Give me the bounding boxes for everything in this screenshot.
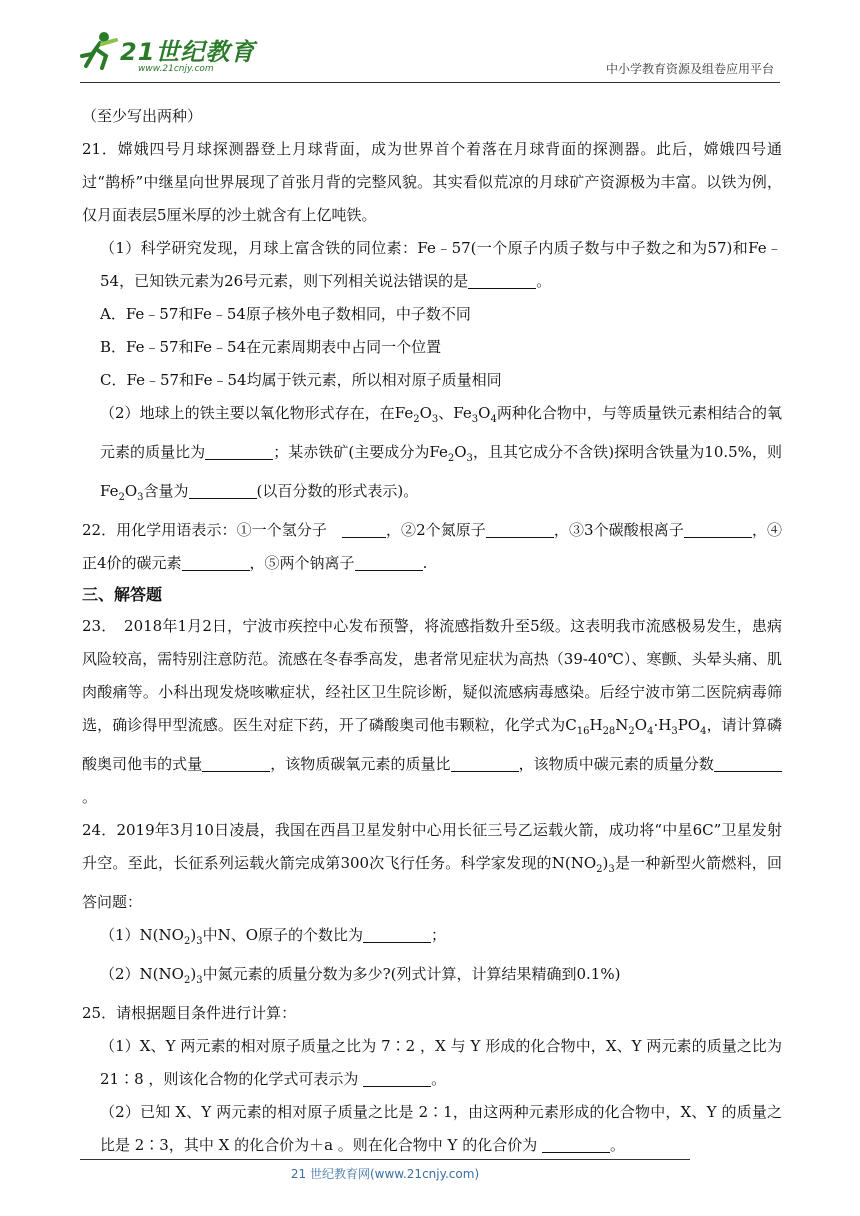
q23: 23． 2018年1月2日，宁波市疾控中心发布预警，将流感指数升至5级。这表明我市流感极易发生，患病风险较高，需特别注意防范。流感在冬春季高发，患者常见症状为高热（39-40℃）、寒颤、头晕头痛、肌肉酸痛等。小科出现发烧咳嗽症状，经社区卫生院诊断，疑似流感病毒感染。后经宁波市第二医院病毒筛选，确诊得甲型流感。医生对症下药，开了磷酸奥司他韦颗粒，化学式为$C_{16}H_{28}N_2O_4\cdot H_3PO_4$，请计算磷酸奥司他韦的式量 ，该物质碳氧元素的质量比 ，该物质中碳元素的质量分数。 — [82, 617, 782, 806]
answer-blank — [486, 521, 554, 538]
answer-blank — [684, 521, 752, 538]
q25-part2: （2）已知 X、Y 两元素的相对原子质量之比是 2∶1，由这两种元素形成的化合物中，X、Y 的质量之比是 2∶3，其中 X 的化合价为＋a 。则在化合物中 Y 的化合价为 。 — [100, 1103, 782, 1154]
header-platform-text: 中小学教育资源及组卷应用平台 — [605, 62, 774, 76]
section-3-heading: 三、解答题 — [82, 585, 163, 604]
footer-text: 21 世纪教育网(www.21cnjy.com) — [290, 1167, 480, 1181]
answer-blank — [363, 926, 431, 943]
logo-title: 21世纪教育 — [120, 38, 256, 66]
q21-option-c: C．Fe﹣57和Fe﹣54均属于铁元素，所以相对原子质量相同 — [100, 371, 502, 389]
answer-blank — [182, 554, 250, 571]
page-header — [0, 0, 860, 90]
q21-part1: （1）科学研究发现，月球上富含铁的同位素：Fe﹣57(一个原子内质子数与中子数之和为57)和Fe﹣54，已知铁元素为26号元素，则下列相关说法错误的是 。 — [100, 239, 782, 290]
q21-part2: （2）地球上的铁主要以氧化物形式存在，在$Fe_2O_3$、$Fe_3O_4$两种化合物中，与等质量铁元素相结合的氧元素的质量比为 ；某赤铁矿(主要成分为$Fe_2O_3$，且其它成分不含铁)探明含铁量为10.5%，则$Fe_2O_3$含量为 (以百分数的形式表示)。 — [100, 404, 782, 503]
q24-stem: 24．2019年3月10日凌晨，我国在西昌卫星发射中心用长征三号乙运载火箭，成功将“中星6C”卫星发射升空。至此，长征系列运载火箭完成第300次飞行任务。科学家发现的$N(NO_2)_3$是一种新型火箭燃料，回答问题： — [82, 821, 782, 911]
answer-blank — [363, 1070, 431, 1087]
answer-blank — [205, 443, 273, 460]
q25-stem: 25．请根据题目条件进行计算： — [82, 1004, 297, 1022]
answer-blank — [714, 755, 782, 772]
q25-part1: （1）X、Y 两元素的相对原子质量之比为 7∶2 ，X 与 Y 形成的化合物中，X、Y 两元素的质量之比为 21∶8 ，则该化合物的化学式可表示为 。 — [100, 1037, 782, 1088]
answer-blank — [202, 755, 270, 772]
answer-blank — [451, 755, 519, 772]
header-divider — [80, 82, 780, 83]
answer-blank — [542, 1136, 610, 1153]
runner-logo-icon — [78, 30, 122, 70]
answer-blank — [189, 482, 257, 499]
logo-subtitle: www.21cnjy.com — [138, 64, 214, 74]
logo — [78, 30, 278, 80]
q22: 22．用化学用语表示：①一个氢分子 ，②2个氮原子 ，③3个碳酸根离子 ，④正4价的碳元素 ，⑤两个钠离子 . — [82, 521, 782, 572]
answer-blank — [355, 554, 423, 571]
answer-blank — [342, 521, 386, 538]
q21-option-a: A．Fe﹣57和Fe﹣54原子核外电子数相同，中子数不同 — [100, 305, 471, 323]
footer-divider — [80, 1159, 690, 1160]
line-answer-hint: （至少写出两种） — [82, 107, 203, 125]
answer-blank — [468, 272, 536, 289]
document-body — [82, 100, 782, 1162]
q24-part2: $(2)N(NO_2)_3$中氮元素的质量分数为多少?(列式计算，计算结果精确到0.1%) — [100, 965, 621, 986]
q21-stem: 21．嫦娥四号月球探测器登上月球背面，成为世界首个着落在月球背面的探测器。此后，嫦娥四号通过“鹊桥”中继星向世界展现了首张月背的完整风貌。其实看似荒凉的月球矿产资源极为丰富。以铁为例，仅月面表层5厘米厚的沙土就含有上亿吨铁。 — [82, 140, 782, 224]
q21-option-b: B．Fe﹣57和Fe﹣54在元素周期表中占同一个位置 — [100, 338, 442, 356]
q24-part1: $(1)N(NO_2)_3$中N、O原子的个数比为 ； — [100, 926, 447, 947]
